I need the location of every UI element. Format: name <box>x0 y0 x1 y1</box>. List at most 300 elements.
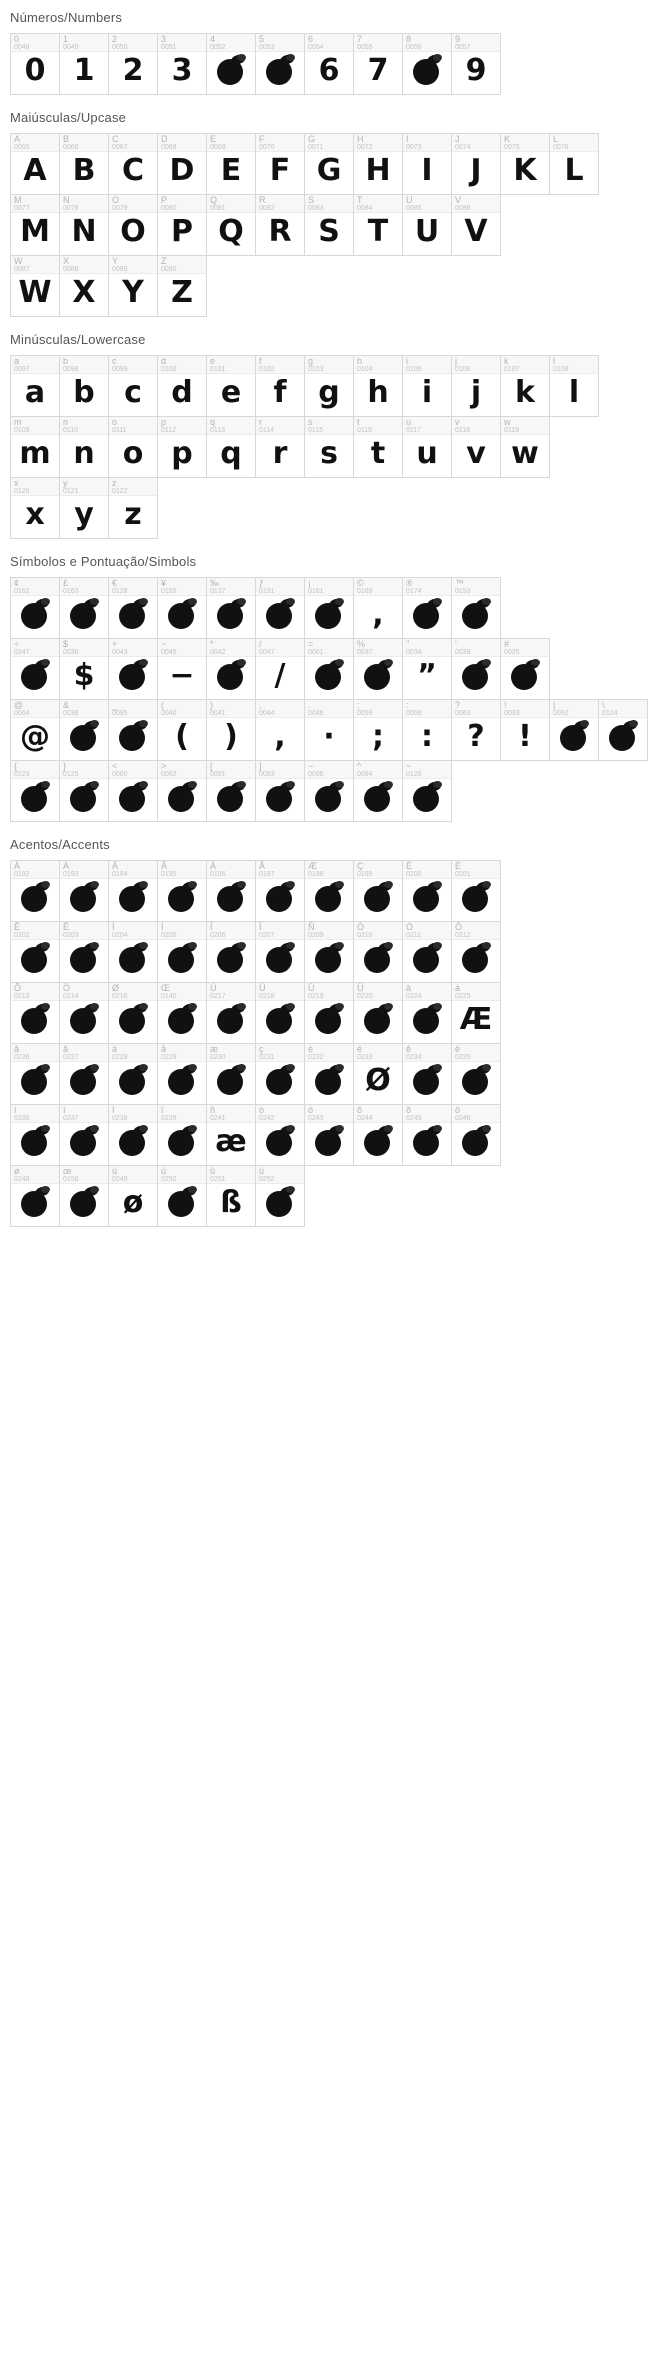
glyph-cell[interactable] <box>451 194 501 256</box>
glyph-cell[interactable] <box>59 1165 109 1227</box>
glyph-cell[interactable] <box>304 760 354 822</box>
glyph-cell[interactable] <box>304 133 354 195</box>
glyph-preview: S <box>318 214 340 249</box>
glyph-cell[interactable] <box>59 638 109 700</box>
glyph-cell[interactable] <box>10 860 60 922</box>
glyph-cell[interactable] <box>402 194 452 256</box>
glyph-preview: t <box>370 436 386 471</box>
glyph-cell[interactable] <box>500 416 550 478</box>
glyph-cell[interactable] <box>10 255 60 317</box>
glyph-cell[interactable] <box>10 1104 60 1166</box>
glyph-cell[interactable] <box>451 416 501 478</box>
glyph-cell[interactable] <box>402 860 452 922</box>
glyph-labels <box>305 861 353 879</box>
glyph-cell[interactable] <box>451 577 501 639</box>
glyph-labels <box>305 922 353 940</box>
glyph-labels <box>207 1166 255 1184</box>
glyph-cell[interactable] <box>353 577 403 639</box>
bomb-icon <box>412 55 442 85</box>
glyph-cell[interactable] <box>10 982 60 1044</box>
glyph-cell[interactable] <box>206 638 256 700</box>
glyph-preview: ! <box>518 719 532 754</box>
glyph-code-label: 0156 <box>63 1176 79 1183</box>
glyph-char-label: $ <box>63 639 69 649</box>
glyph-char-label: Z <box>161 256 167 266</box>
glyph-code-label: 0153 <box>455 588 471 595</box>
glyph-cell[interactable] <box>255 1165 305 1227</box>
glyph-code-label: 0137 <box>210 588 226 595</box>
glyph-cell[interactable] <box>500 699 550 761</box>
glyph-code-label: 0048 <box>14 44 30 51</box>
bomb-icon <box>118 721 148 751</box>
glyph-cell[interactable] <box>157 1104 207 1166</box>
bomb-icon <box>412 882 442 912</box>
glyph-cell[interactable] <box>451 133 501 195</box>
glyph-cell[interactable] <box>10 355 60 417</box>
glyph-char-label: Ã <box>161 861 168 871</box>
glyph-cell[interactable] <box>402 760 452 822</box>
glyph-cell[interactable] <box>304 860 354 922</box>
glyph-cell[interactable] <box>402 921 452 983</box>
bomb-icon <box>461 599 491 629</box>
glyph-cell[interactable] <box>451 1104 501 1166</box>
glyph-labels <box>452 700 500 718</box>
glyph-cell[interactable] <box>304 638 354 700</box>
glyph-cell[interactable] <box>451 638 501 700</box>
glyph-code-label: 0083 <box>308 205 324 212</box>
glyph-cell[interactable] <box>10 33 60 95</box>
glyph-cell[interactable] <box>451 860 501 922</box>
glyph-preview: D <box>169 153 195 188</box>
glyph-char-label: v <box>455 417 460 427</box>
bomb-icon <box>20 1004 50 1034</box>
glyph-cell[interactable] <box>451 982 501 1044</box>
glyph-preview: l <box>568 375 580 410</box>
glyph-char-label: è <box>308 1044 314 1054</box>
glyph-cell[interactable] <box>255 133 305 195</box>
glyph-cell[interactable] <box>59 860 109 922</box>
glyph-char-label: # <box>504 639 510 649</box>
glyph-labels <box>158 700 206 718</box>
glyph-cell[interactable] <box>157 255 207 317</box>
glyph-code-label: 0044 <box>259 710 275 717</box>
glyph-preview: T <box>367 214 389 249</box>
glyph-labels <box>452 134 500 152</box>
glyph-cell[interactable] <box>353 133 403 195</box>
glyph-code-label: 0242 <box>259 1115 275 1122</box>
glyph-cell[interactable] <box>108 355 158 417</box>
glyph-preview: ) <box>224 719 238 754</box>
glyph-preview: A <box>23 153 47 188</box>
glyph-cell[interactable] <box>304 194 354 256</box>
glyph-cell[interactable] <box>59 255 109 317</box>
glyph-char-label: h <box>357 356 363 366</box>
glyph-char-label: L <box>553 134 559 144</box>
glyph-cell[interactable] <box>108 638 158 700</box>
glyph-code-label: 0043 <box>112 649 128 656</box>
glyph-cell[interactable] <box>157 1165 207 1227</box>
glyph-code-label: 0039 <box>455 649 471 656</box>
glyph-code-label: 0120 <box>14 488 30 495</box>
glyph-cell[interactable] <box>59 355 109 417</box>
glyph-code-label: 0199 <box>357 871 373 878</box>
glyph-labels <box>256 134 304 152</box>
glyph-char-label: . <box>308 700 311 710</box>
glyph-labels <box>109 761 157 779</box>
glyph-labels <box>11 922 59 940</box>
glyph-cell[interactable] <box>255 577 305 639</box>
bomb-icon <box>608 721 638 751</box>
glyph-code-label: 0037 <box>357 649 373 656</box>
glyph-cell[interactable] <box>157 355 207 417</box>
glyph-section <box>0 0 661 94</box>
glyph-char-label: _ <box>112 700 118 710</box>
glyph-cell[interactable] <box>59 1043 109 1105</box>
glyph-cell[interactable] <box>549 699 599 761</box>
glyph-cell[interactable] <box>108 577 158 639</box>
glyph-cell[interactable] <box>304 577 354 639</box>
glyph-cell[interactable] <box>402 982 452 1044</box>
glyph-char-label: x <box>14 478 19 488</box>
glyph-char-label: Î <box>210 922 213 932</box>
bomb-icon <box>216 1065 246 1095</box>
glyph-cell[interactable] <box>353 860 403 922</box>
glyph-cell[interactable] <box>451 33 501 95</box>
glyph-cell[interactable] <box>353 1043 403 1105</box>
glyph-labels <box>256 195 304 213</box>
glyph-row <box>0 860 661 921</box>
bomb-icon <box>216 1004 246 1034</box>
glyph-cell[interactable] <box>353 760 403 822</box>
glyph-labels <box>354 700 402 718</box>
glyph-labels <box>207 134 255 152</box>
glyph-cell[interactable] <box>255 1043 305 1105</box>
glyph-cell[interactable] <box>255 921 305 983</box>
glyph-code-label: 0073 <box>406 144 422 151</box>
glyph-preview: − <box>169 658 195 693</box>
glyph-cell[interactable] <box>10 477 60 539</box>
glyph-cell[interactable] <box>59 921 109 983</box>
glyph-cell[interactable] <box>157 577 207 639</box>
glyph-cell[interactable] <box>157 194 207 256</box>
glyph-cell[interactable] <box>255 760 305 822</box>
glyph-cell[interactable] <box>206 982 256 1044</box>
glyph-preview: x <box>25 497 45 532</box>
glyph-cell[interactable] <box>206 760 256 822</box>
glyph-code-label: 0163 <box>63 588 79 595</box>
glyph-labels <box>403 34 451 52</box>
glyph-labels <box>305 700 353 718</box>
bomb-icon <box>216 55 246 85</box>
glyph-char-label: ¡ <box>308 578 311 588</box>
glyph-cell[interactable] <box>59 194 109 256</box>
glyph-cell[interactable] <box>304 1104 354 1166</box>
glyph-cell[interactable] <box>353 982 403 1044</box>
glyph-cell[interactable] <box>206 33 256 95</box>
glyph-cell[interactable] <box>157 921 207 983</box>
glyph-preview: · <box>323 719 335 754</box>
glyph-cell[interactable] <box>206 921 256 983</box>
glyph-labels <box>60 861 108 879</box>
glyph-preview: ø <box>122 1185 144 1220</box>
glyph-char-label: = <box>308 639 314 649</box>
glyph-cell[interactable] <box>10 760 60 822</box>
glyph-cell[interactable] <box>108 1043 158 1105</box>
glyph-labels <box>11 195 59 213</box>
glyph-cell[interactable] <box>451 921 501 983</box>
glyph-cell[interactable] <box>206 699 256 761</box>
glyph-code-label: 0061 <box>308 649 324 656</box>
glyph-code-label: 0128 <box>112 588 128 595</box>
glyph-cell[interactable] <box>108 760 158 822</box>
glyph-preview: H <box>365 153 391 188</box>
glyph-cell[interactable] <box>255 1104 305 1166</box>
glyph-char-label: ã <box>63 1044 69 1054</box>
glyph-char-label: Æ <box>308 861 317 871</box>
glyph-preview: f <box>273 375 287 410</box>
glyph-labels <box>207 761 255 779</box>
glyph-cell[interactable] <box>206 1104 256 1166</box>
glyph-cell[interactable] <box>59 577 109 639</box>
glyph-row <box>0 255 661 316</box>
glyph-cell[interactable] <box>157 860 207 922</box>
bomb-icon <box>216 882 246 912</box>
glyph-labels <box>158 1166 206 1184</box>
bomb-icon <box>20 1065 50 1095</box>
glyph-char-label: ñ <box>210 1105 216 1115</box>
bomb-icon <box>167 1004 197 1034</box>
glyph-labels <box>501 417 549 435</box>
glyph-labels <box>501 639 549 657</box>
glyph-labels <box>354 761 402 779</box>
glyph-cell[interactable] <box>353 699 403 761</box>
glyph-cell[interactable] <box>206 1165 256 1227</box>
glyph-cell[interactable] <box>108 982 158 1044</box>
glyph-cell[interactable] <box>157 416 207 478</box>
glyph-cell[interactable] <box>108 416 158 478</box>
glyph-cell[interactable] <box>255 33 305 95</box>
glyph-code-label: 0115 <box>308 427 324 434</box>
glyph-cell[interactable] <box>549 355 599 417</box>
glyph-cell[interactable] <box>59 982 109 1044</box>
glyph-code-label: 0077 <box>14 205 30 212</box>
glyph-cell[interactable] <box>353 416 403 478</box>
glyph-cell[interactable] <box>304 982 354 1044</box>
glyph-cell[interactable] <box>304 33 354 95</box>
glyph-cell[interactable] <box>255 699 305 761</box>
glyph-cell[interactable] <box>157 1043 207 1105</box>
glyph-code-label: 0239 <box>161 1115 177 1122</box>
glyph-cell[interactable] <box>10 577 60 639</box>
glyph-labels <box>11 700 59 718</box>
glyph-preview: z <box>124 497 142 532</box>
glyph-cell[interactable] <box>108 255 158 317</box>
glyph-cell[interactable] <box>108 1104 158 1166</box>
glyph-cell[interactable] <box>353 355 403 417</box>
glyph-char-label: S <box>308 195 315 205</box>
glyph-char-label: @ <box>14 700 24 710</box>
glyph-code-label: 0194 <box>112 871 128 878</box>
glyph-cell[interactable] <box>157 699 207 761</box>
glyph-code-label: 0045 <box>161 649 177 656</box>
glyph-cell[interactable] <box>402 699 452 761</box>
glyph-row <box>0 638 661 699</box>
bomb-icon <box>461 1065 491 1095</box>
glyph-cell[interactable] <box>500 355 550 417</box>
glyph-cell[interactable] <box>304 1043 354 1105</box>
glyph-preview: W <box>18 275 52 310</box>
glyph-preview: U <box>414 214 440 249</box>
glyph-cell[interactable] <box>304 355 354 417</box>
glyph-char-label: á <box>455 983 461 993</box>
glyph-cell[interactable] <box>157 638 207 700</box>
glyph-cell[interactable] <box>108 33 158 95</box>
glyph-cell[interactable] <box>598 699 648 761</box>
glyph-cell[interactable] <box>206 355 256 417</box>
glyph-char-label: Œ <box>161 983 170 993</box>
glyph-cell[interactable] <box>402 416 452 478</box>
glyph-cell[interactable] <box>10 1043 60 1105</box>
glyph-cell[interactable] <box>10 194 60 256</box>
glyph-cell[interactable] <box>402 577 452 639</box>
glyph-cell[interactable] <box>549 133 599 195</box>
bomb-icon <box>363 1004 393 1034</box>
bomb-icon <box>265 55 295 85</box>
bomb-icon <box>20 1187 50 1217</box>
glyph-preview: $ <box>73 658 95 693</box>
glyph-cell[interactable] <box>10 133 60 195</box>
glyph-cell[interactable] <box>451 355 501 417</box>
glyph-cell[interactable] <box>304 416 354 478</box>
glyph-cell[interactable] <box>451 1043 501 1105</box>
glyph-cell[interactable] <box>59 416 109 478</box>
glyph-code-label: 0225 <box>455 993 471 1000</box>
glyph-cell[interactable] <box>255 638 305 700</box>
glyph-cell[interactable] <box>255 194 305 256</box>
glyph-cell[interactable] <box>206 194 256 256</box>
glyph-cell[interactable] <box>59 699 109 761</box>
glyph-code-label: 0162 <box>14 588 30 595</box>
glyph-code-label: 0097 <box>14 366 30 373</box>
glyph-code-label: 0204 <box>112 932 128 939</box>
glyph-cell[interactable] <box>157 33 207 95</box>
glyph-cell[interactable] <box>10 1165 60 1227</box>
glyph-char-label: À <box>14 861 21 871</box>
glyph-cell[interactable] <box>59 133 109 195</box>
glyph-cell[interactable] <box>402 33 452 95</box>
glyph-cell[interactable] <box>255 982 305 1044</box>
glyph-char-label: i <box>406 356 408 366</box>
glyph-cell[interactable] <box>10 638 60 700</box>
glyph-char-label: E <box>210 134 217 144</box>
glyph-char-label: 6 <box>308 34 314 44</box>
glyph-cell[interactable] <box>402 1043 452 1105</box>
glyph-char-label: ® <box>406 578 413 588</box>
bomb-icon <box>314 1004 344 1034</box>
glyph-cell[interactable] <box>451 699 501 761</box>
glyph-cell[interactable] <box>402 355 452 417</box>
glyph-cell[interactable] <box>59 760 109 822</box>
bomb-icon <box>118 1004 148 1034</box>
glyph-cell[interactable] <box>500 638 550 700</box>
glyph-cell[interactable] <box>353 921 403 983</box>
glyph-char-label: s <box>308 417 313 427</box>
bomb-icon <box>461 1126 491 1156</box>
glyph-labels <box>452 1044 500 1062</box>
glyph-cell[interactable] <box>10 699 60 761</box>
glyph-code-label: 0233 <box>357 1054 373 1061</box>
glyph-labels <box>354 1105 402 1123</box>
glyph-cell[interactable] <box>353 638 403 700</box>
glyph-cell[interactable] <box>59 1104 109 1166</box>
glyph-cell[interactable] <box>157 760 207 822</box>
glyph-cell[interactable] <box>353 194 403 256</box>
glyph-code-label: 0099 <box>112 366 128 373</box>
glyph-cell[interactable] <box>206 577 256 639</box>
glyph-cell[interactable] <box>10 921 60 983</box>
glyph-cell[interactable] <box>108 699 158 761</box>
glyph-cell[interactable] <box>304 699 354 761</box>
glyph-labels <box>256 1044 304 1062</box>
glyph-code-label: 0243 <box>308 1115 324 1122</box>
glyph-char-label: } <box>63 761 67 771</box>
glyph-preview: y <box>74 497 94 532</box>
glyph-preview: w <box>511 436 539 471</box>
glyph-cell[interactable] <box>10 416 60 478</box>
bomb-icon <box>363 782 393 812</box>
glyph-cell[interactable] <box>206 416 256 478</box>
glyph-cell[interactable] <box>353 1104 403 1166</box>
glyph-cell[interactable] <box>108 860 158 922</box>
glyph-code-label: 0212 <box>455 932 471 939</box>
glyph-code-label: 0119 <box>504 427 520 434</box>
glyph-labels <box>60 417 108 435</box>
glyph-cell[interactable] <box>59 33 109 95</box>
glyph-cell[interactable] <box>157 133 207 195</box>
glyph-char-label: C <box>112 134 119 144</box>
glyph-cell[interactable] <box>108 477 158 539</box>
glyph-cell[interactable] <box>206 860 256 922</box>
glyph-cell[interactable] <box>255 860 305 922</box>
glyph-cell[interactable] <box>108 133 158 195</box>
glyph-cell[interactable] <box>108 1165 158 1227</box>
glyph-cell[interactable] <box>402 1104 452 1166</box>
glyph-preview: K <box>513 153 537 188</box>
glyph-row <box>0 133 661 194</box>
glyph-char-label: / <box>259 639 262 649</box>
glyph-char-label: € <box>112 578 118 588</box>
glyph-cell[interactable] <box>206 1043 256 1105</box>
glyph-cell[interactable] <box>157 982 207 1044</box>
glyph-labels <box>256 922 304 940</box>
glyph-cell[interactable] <box>402 133 452 195</box>
glyph-labels <box>60 983 108 1001</box>
glyph-cell[interactable] <box>255 416 305 478</box>
glyph-cell[interactable] <box>108 921 158 983</box>
glyph-cell[interactable] <box>108 194 158 256</box>
glyph-preview: L <box>564 153 584 188</box>
glyph-cell[interactable] <box>304 921 354 983</box>
glyph-cell[interactable] <box>353 33 403 95</box>
glyph-char-label: ÷ <box>14 639 19 649</box>
glyph-cell[interactable] <box>59 477 109 539</box>
bomb-icon <box>167 1065 197 1095</box>
glyph-char-label: ¢ <box>14 578 20 588</box>
glyph-cell[interactable] <box>206 133 256 195</box>
glyph-cell[interactable] <box>402 638 452 700</box>
glyph-cell[interactable] <box>255 355 305 417</box>
glyph-cell[interactable] <box>500 133 550 195</box>
